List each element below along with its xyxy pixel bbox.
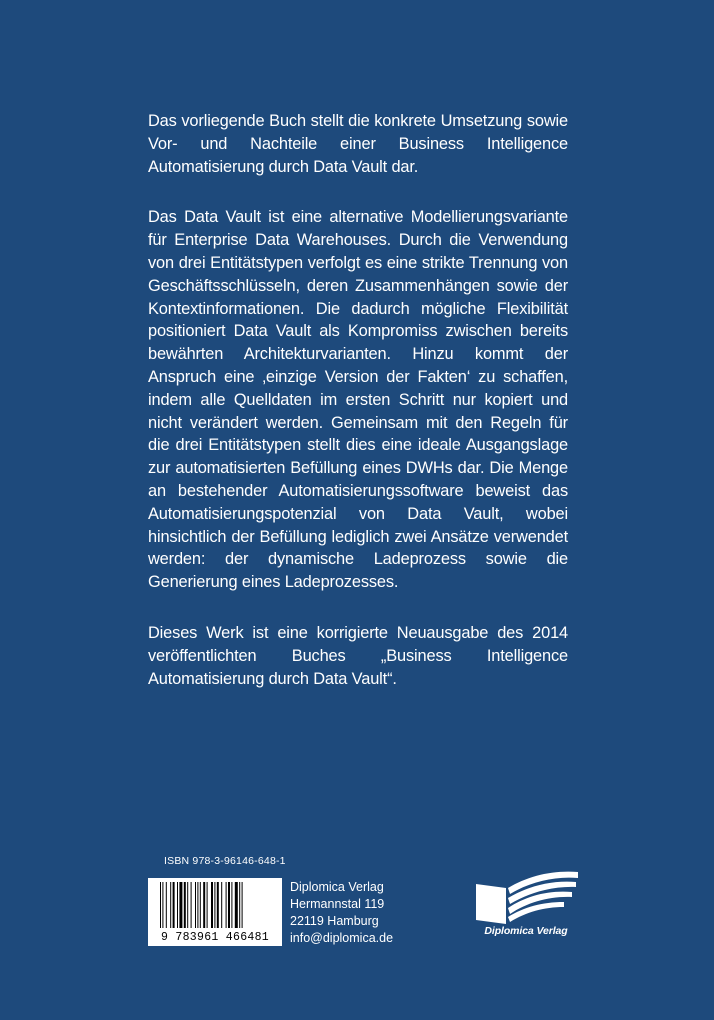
publisher-street: Hermannstal 119 bbox=[290, 897, 385, 911]
barcode-bars bbox=[148, 878, 282, 930]
barcode-digits: 9 783961 466481 bbox=[160, 931, 270, 944]
isbn-label: ISBN 978-3-96146-648-1 bbox=[164, 855, 286, 867]
publisher-city: 22119 Hamburg bbox=[290, 914, 379, 928]
blurb-paragraph-1: Das vorliegende Buch stellt die konkrete Umsetzung sowie Vor- und Nachteile einer Business Intelligence Automatisierung durch Data Vault dar. bbox=[148, 112, 568, 176]
publisher-email: info@diplomica.de bbox=[290, 931, 394, 945]
blurb-paragraph-3: Dieses Werk ist eine korrigierte Neuausgabe des 2014 veröffentlichten Buches „Business Intelligence Automatisierung durch Data Vault“. bbox=[148, 623, 568, 688]
isbn-barcode bbox=[148, 878, 282, 946]
logo-text: Diplomica Verlag bbox=[484, 925, 568, 937]
blurb-paragraph-2: Das Data Vault ist eine alternative Modellierungsvariante für Enterprise Data Warehouses. Durch die Verwendung von drei Entitätstypen verfolgt es eine strikte Trennung von Geschäftsschlüsseln, deren Zusammenhängen sowie der Kontextinformationen. Die dadurch mögliche Flexibilität positioniert Data Vault als Kompromiss zwischen bereits bewährten Architekturvarianten. Hinzu kommt der Anspruch eine ‚einzige Version der Fakten‘ zu schaffen, indem alle Quelldaten im ersten Schritt nur kopiert und nicht verändert werden. Gemeinsam mit den Regeln für die drei Entitätstypen stellt dies eine ideale Ausgangslage zur automatisierten Befüllung eines DWHs dar. Die Menge an bestehender Automatisierungssoftware beweist das Automatisierungspotenzial von Data Vault, wobei hinsichtlich der Befüllung lediglich zwei Ansätze verwendet werden: der dynamische Ladeprozess sowie die Generierung eines Ladeprozesses. bbox=[148, 208, 568, 592]
publisher-name: Diplomica Verlag bbox=[290, 880, 384, 894]
publisher-address bbox=[290, 879, 393, 947]
back-cover-blurb bbox=[148, 110, 568, 718]
